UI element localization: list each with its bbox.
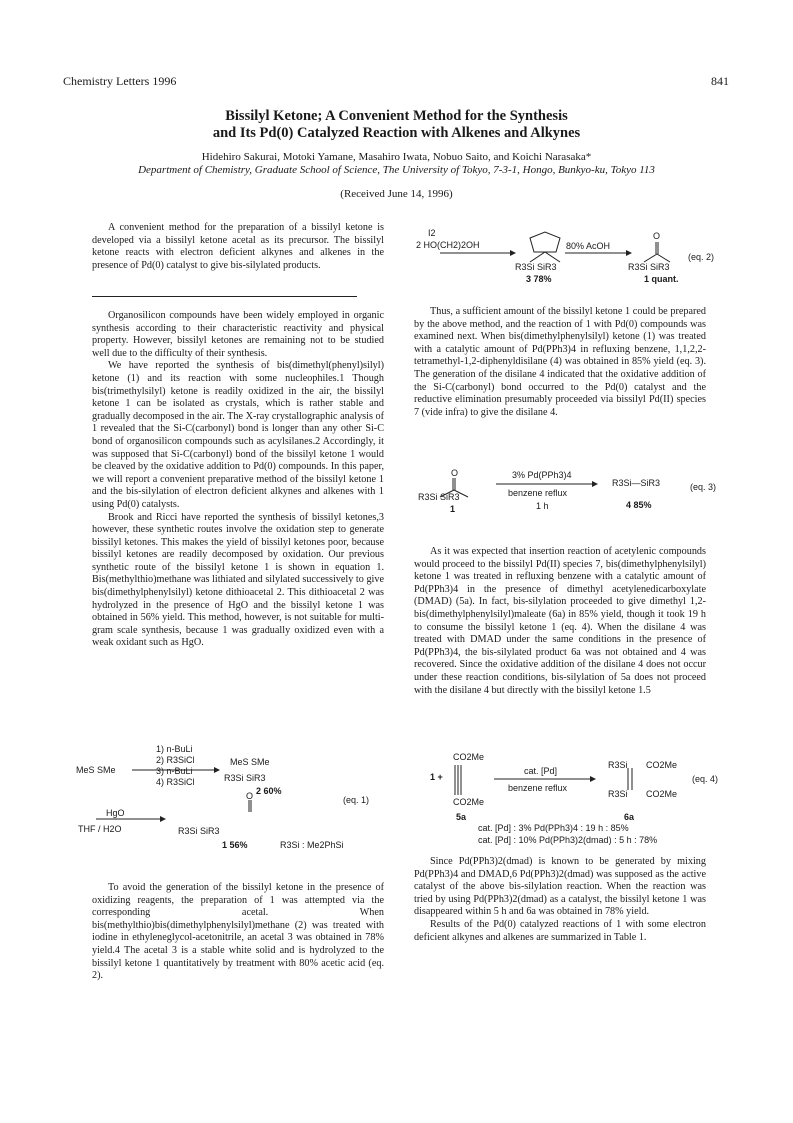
- paragraph: To avoid the generation of the bissilyl ketone in the presence of oxidizing reagents, the preparation of 1 was attempted via the corresponding acetal. When bis(methylthio)bis(dimethylphenylsilyl)methane (2) was treated with iodine in ethyleneglycol-acetonitrile, an acetal 3 was obtained in 78% yield.4 The acetal 3 is a stable white solid and is hydrolyzed to the bissilyl ketone 1 quantitatively by treatment with 80% acetic acid (eq. 2).: [92, 882, 384, 982]
- author-list: Hidehiro Sakurai, Motoki Yamane, Masahiro Iwata, Nobuo Saito, and Koichi Narasaka*: [201, 151, 592, 163]
- eq3-time: 1 h: [536, 501, 549, 511]
- eq4-product-bottom-left: R3Si: [608, 789, 628, 799]
- paragraph: Organosilicon compounds have been widely employed in organic synthesis according to their characteristic reactivity and physical property. However, bissilyl ketones are remaining not to be studied well due to the difficulty of their synthesis.: [92, 310, 384, 359]
- eq2-label: (eq. 2): [688, 252, 715, 262]
- eq4-product-top-right: CO2Me: [646, 760, 678, 770]
- eq4-alkyne-bottom: CO2Me: [453, 797, 485, 807]
- eq3-ketone-substituents: R3Si SiR3: [418, 492, 460, 502]
- eq4-note-1: cat. [Pd] : 3% Pd(PPh3)4 : 19 h : 85%: [478, 823, 629, 833]
- eq3-ketone-number: 1: [450, 504, 456, 514]
- journal-header: Chemistry Letters 1996: [63, 74, 177, 88]
- paragraph: As it was expected that insertion reaction of acetylenic compounds would proceed to the bissilyl Pd(II) species 7, bis(dimethylphenylsilyl) ketone 1 was treated in refluxing benzene with a catalytic amount of Pd(PPh3)4 in the presence of dimethyl acetylenedicarboxylate (DMAD) (5a). In fact, bis-silylation proceeded to give dimethyl 1,2-bis(dimethylphenylsilyl)maleate (6a) in 85% yield, though it took 19 h to consume the bissilyl ketone 1 (eq. 4). When the disilane 4 was treated with DMAD under the same conditions in the presence of Pd(PPh3)4, the bis-silylated product 6a was not obtained and 4 was recovered. Since the oxidative addition of the disilane 4 does not occur under these reaction conditions, bis-silylation of 5a does not proceed with the disilane 4 but directly with the bissilyl ketone 1.5: [414, 546, 706, 696]
- paragraph: Since Pd(PPh3)2(dmad) is known to be generated by mixing Pd(PPh3)4 and DMAD,6 Pd(PPh3)2(dmad) was supposed as the active catalyst of the above bis-silylation reaction. When the reaction was tried by using Pd(PPh3)2(dmad) as a catalyst, the bissilyl ketone 1 was disappeared within 5 h and 6a was obtained in 78% yield.: [414, 856, 706, 918]
- eq4-product-bottom-right: CO2Me: [646, 789, 678, 799]
- eq4-note-2: cat. [Pd] : 10% Pd(PPh3)2(dmad) : 5 h : 78%: [478, 835, 658, 845]
- abstract-text: A convenient method for the preparation of a bissilyl ketone is developed via a bissilyl ketone acetal as its precursor. The bissilyl ketone reacts with electron deficient alkynes and alkenes in the presence of Pd(0) catalyst to give bis-silylated products.: [92, 222, 384, 271]
- eq1-start-material: MeS SMe: [76, 765, 116, 775]
- eq3-product-yield: 4 85%: [626, 500, 652, 510]
- eq2-acetal-substituents: R3Si SiR3: [515, 262, 557, 272]
- eq4-catalyst: cat. [Pd]: [524, 766, 558, 776]
- eq4-label: (eq. 4): [692, 774, 719, 784]
- eq1-ketone-yield: 1 56%: [222, 840, 248, 850]
- eq2-acetal-yield: 3 78%: [526, 274, 552, 284]
- paragraph: Results of the Pd(0) catalyzed reactions of 1 with some electron deficient alkynes and alkenes are summarized in Table 1.: [414, 918, 706, 943]
- eq3-catalyst: 3% Pd(PPh3)4: [512, 470, 572, 480]
- eq3-product: R3Si—SiR3: [612, 478, 661, 488]
- eq3-solvent: benzene reflux: [508, 488, 568, 498]
- eq1-ketone-oxygen: O: [246, 791, 254, 801]
- paragraph: We have reported the synthesis of bis(dimethyl(phenyl)silyl) ketone (1) and its reaction with some nucleophiles.1 Though bis(trimethylsilyl) ketone is readily oxidized in the air, the bissilyl ketone 1 can be isolated as crystals, which is rather stable and gradually decomposed in the air. The X-ray crystallographic analysis of 1 revealed that the Si-C(carbonyl) bond is longer than any other Si-C bond of organosilicon compounds such as acylsilanes.2 Accordingly, it was supposed that Si-C(carbonyl) bond of the bissilyl ketone 1 would be cleaved by the oxidative addition to Pd(0) compounds. In this paper, we will report a convenient preparative method of the bissilyl ketone 1 and the bis-silylation of electron deficient alkynes and alkenes with 1 using Pd(0) catalysts.: [92, 360, 384, 510]
- eq1-label: (eq. 1): [343, 795, 370, 805]
- eq1-product-bottom: R3Si SiR3: [224, 773, 266, 783]
- eq3-label: (eq. 3): [690, 482, 717, 492]
- eq2-ketone-substituents: R3Si SiR3: [628, 262, 670, 272]
- paper-title-line2: and Its Pd(0) Catalyzed Reaction with Alkenes and Alkynes: [212, 125, 581, 141]
- paragraph: Brook and Ricci have reported the synthesis of bissilyl ketones,3 however, these synthetic routes involve the oxidation step to generate bissilyl ketones. This makes the yield of bissilyl ketones poor, because bissilyl ketones are readily decomposed by oxidation. Our previous synthetic route of the bissilyl ketone 1 is shown in equation 1. Bis(methylthio)methane was lithiated and silylated successively to give bis(dimethylphenylsilyl) ketone dithioacetal 2. This dithioacetal 2 was hydrolyzed in the presence of HgO and the bissilyl ketone 1 was obtained in 56% yield. This method, however, is not suitable for multi-gram scale synthesis, because 1 was gradually oxidized even with a weak oxidant such as HgO.: [92, 511, 384, 649]
- eq2-arrow-reagent: 80% AcOH: [566, 241, 611, 251]
- eq1-product-top: MeS SMe: [230, 757, 270, 767]
- eq3-ketone-oxygen: O: [451, 468, 459, 478]
- eq2-ketone-oxygen: O: [653, 231, 661, 241]
- eq1-step2-reagent: HgO: [106, 808, 125, 818]
- eq4-solvent: benzene reflux: [508, 783, 568, 793]
- eq2-iodine: I2: [428, 228, 436, 238]
- eq2-ketone-yield: 1 quant.: [644, 274, 679, 284]
- eq4-lhs: 1 +: [430, 772, 443, 782]
- eq1-silyl-note: R3Si : Me2PhSi: [280, 840, 344, 850]
- eq2-diol: 2 HO(CH2)2OH: [416, 240, 480, 250]
- received-date: (Received June 14, 1996): [340, 188, 453, 200]
- eq1-product-yield: 2 60%: [256, 786, 282, 796]
- eq4-alkyne-number: 5a: [456, 812, 467, 822]
- page-number: 841: [711, 74, 729, 88]
- paragraph: Thus, a sufficient amount of the bissilyl ketone 1 could be prepared by the above method, and the reaction of 1 with Pd(0) compounds was examined next. When bis(dimethylphenylsilyl) ketone (1) was treated with a catalytic amount of Pd(PPh3)4 in refluxing benzene, 1,1,2,2-tetramethyl-1,2-diphenyldisilane (4) was obtained in 85% yield (eq. 3). The generation of the disilane 4 indicated that the oxidative addition of the Si-C(carbonyl) bond occurred to the Pd(0) catalyst and the reductive elimination presumably proceeded via bissilyl Pd(II) species 7 (vide infra) to give the disilane 4.: [414, 306, 706, 418]
- eq4-product-number: 6a: [624, 812, 635, 822]
- eq1-reagents: 1) n-BuLi 2) R3SiCl 3) n-BuLi 4) R3SiCl: [156, 744, 195, 787]
- eq1-ketone-substituents: R3Si SiR3: [178, 826, 220, 836]
- eq4-alkyne-top: CO2Me: [453, 752, 485, 762]
- eq1-step2-solvent: THF / H2O: [78, 824, 122, 834]
- eq4-product-top-left: R3Si: [608, 760, 628, 770]
- affiliation: Department of Chemistry, Graduate School of Science, The University of Tokyo, 7-3-1, Hongo, Bunkyo-ku, Tokyo 113: [138, 164, 655, 176]
- paper-title-line1: Bissilyl Ketone; A Convenient Method for the Synthesis: [225, 108, 568, 124]
